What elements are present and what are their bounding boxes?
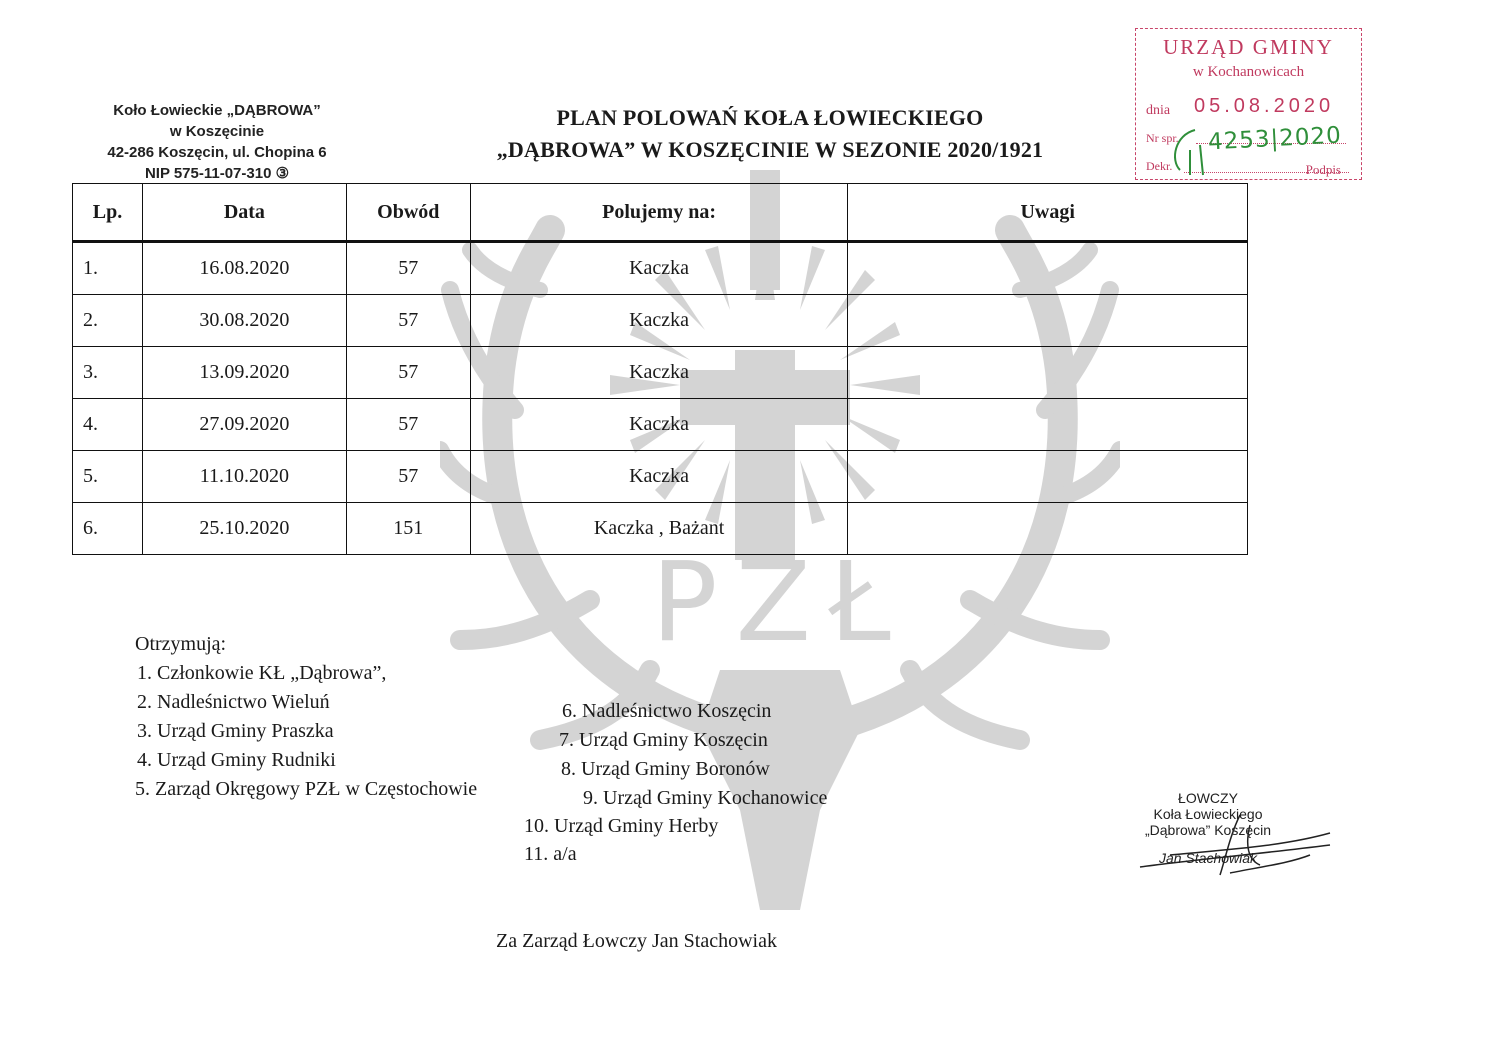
list-item: 6. Nadleśnictwo Koszęcin	[562, 700, 772, 722]
cell-lp: 6.	[73, 503, 143, 555]
cell-uwagi	[848, 347, 1248, 399]
handwritten-reference-number: 4253|2020	[1207, 122, 1343, 156]
stamp-dekr-label: Dekr.	[1146, 159, 1173, 173]
hunting-plan-table	[72, 183, 1248, 555]
cell-uwagi	[848, 503, 1248, 555]
table-row	[73, 451, 1248, 503]
signature-line: Za Zarząd Łowczy Jan Stachowiak	[496, 930, 777, 952]
handwritten-signature	[1130, 805, 1340, 885]
club-town: w Koszęcinie	[169, 123, 265, 140]
sign-stamp-name: Jan Stachowiak	[1158, 850, 1258, 866]
table-row	[73, 295, 1248, 347]
cell-obwod: 57	[346, 242, 470, 295]
header-obwod: Obwód	[346, 184, 470, 242]
cell-game: Kaczka	[470, 451, 848, 503]
club-address: 42-286 Koszęcin, ul. Chopina 6	[107, 144, 327, 161]
cell-obwod: 57	[346, 347, 470, 399]
stamp-date: 05.08.2020	[1194, 95, 1335, 117]
stamp-place: w Kochanowicach	[1192, 64, 1305, 80]
list-item: 3. Urząd Gminy Praszka	[137, 720, 334, 742]
cell-uwagi	[848, 295, 1248, 347]
list-item: 7. Urząd Gminy Koszęcin	[559, 729, 768, 751]
header-lp: Lp.	[73, 184, 143, 242]
table-row	[73, 399, 1248, 451]
cell-date: 30.08.2020	[142, 295, 346, 347]
sign-stamp-location: „Dąbrowa” Koszęcin	[1144, 822, 1272, 838]
cell-game: Kaczka , Bażant	[470, 503, 848, 555]
table-row	[73, 503, 1248, 555]
cell-date: 27.09.2020	[142, 399, 346, 451]
sign-stamp-club: Koła Łowieckiego	[1153, 806, 1263, 822]
recipients-heading: Otrzymują:	[135, 633, 227, 655]
sign-stamp-title: ŁOWCZY	[1178, 790, 1238, 806]
cell-obwod: 57	[346, 451, 470, 503]
list-item: 1. Członkowie KŁ „Dąbrowa”,	[137, 662, 387, 684]
stamp-office: URZĄD GMINY	[1163, 35, 1334, 59]
cell-lp: 1.	[73, 242, 143, 295]
cell-uwagi	[848, 399, 1248, 451]
list-item: 5. Zarząd Okręgowy PZŁ w Częstochowie	[135, 778, 478, 800]
handwritten-mark	[1165, 120, 1215, 180]
club-name: Koło Łowieckie „DĄBROWA”	[113, 102, 321, 119]
cell-lp: 4.	[73, 399, 143, 451]
header-data: Data	[142, 184, 346, 242]
cell-lp: 3.	[73, 347, 143, 399]
stamp-date-label: dnia	[1146, 103, 1171, 118]
document-title	[420, 102, 1120, 166]
cell-obwod: 57	[346, 295, 470, 347]
list-item: 4. Urząd Gminy Rudniki	[137, 749, 336, 771]
cell-game: Kaczka	[470, 347, 848, 399]
table-row	[73, 347, 1248, 399]
list-item: 2. Nadleśnictwo Wieluń	[137, 691, 330, 713]
cell-obwod: 151	[346, 503, 470, 555]
list-item: 11. a/a	[524, 843, 577, 865]
cell-date: 16.08.2020	[142, 242, 346, 295]
table-row	[73, 242, 1248, 295]
cell-game: Kaczka	[470, 399, 848, 451]
cell-date: 11.10.2020	[142, 451, 346, 503]
cell-lp: 2.	[73, 295, 143, 347]
cell-date: 25.10.2020	[142, 503, 346, 555]
header-game: Polujemy na:	[470, 184, 848, 242]
title-line-1: PLAN POLOWAŃ KOŁA ŁOWIECKIEGO	[556, 105, 984, 130]
cell-obwod: 57	[346, 399, 470, 451]
club-nip: NIP 575-11-07-310 ③	[144, 165, 290, 182]
cell-game: Kaczka	[470, 295, 848, 347]
watermark-text: PZŁ	[651, 538, 909, 666]
recipients-list	[135, 630, 477, 804]
list-item: 9. Urząd Gminy Kochanowice	[583, 787, 828, 809]
stamp-nr-label: Nr spr.	[1146, 131, 1179, 145]
list-item: 8. Urząd Gminy Boronów	[561, 758, 770, 780]
cell-date: 13.09.2020	[142, 347, 346, 399]
stamp-podpis-label: Podpis	[1305, 162, 1341, 177]
club-address-stamp	[92, 100, 342, 184]
title-line-2: „DĄBROWA” W KOSZĘCINIE W SEZONIE 2020/1921	[496, 137, 1044, 162]
table-header-row	[73, 184, 1248, 242]
cell-uwagi	[848, 242, 1248, 295]
cell-lp: 5.	[73, 451, 143, 503]
cell-game: Kaczka	[470, 242, 848, 295]
list-item: 10. Urząd Gminy Herby	[524, 815, 719, 837]
cell-uwagi	[848, 451, 1248, 503]
header-uwagi: Uwagi	[848, 184, 1248, 242]
